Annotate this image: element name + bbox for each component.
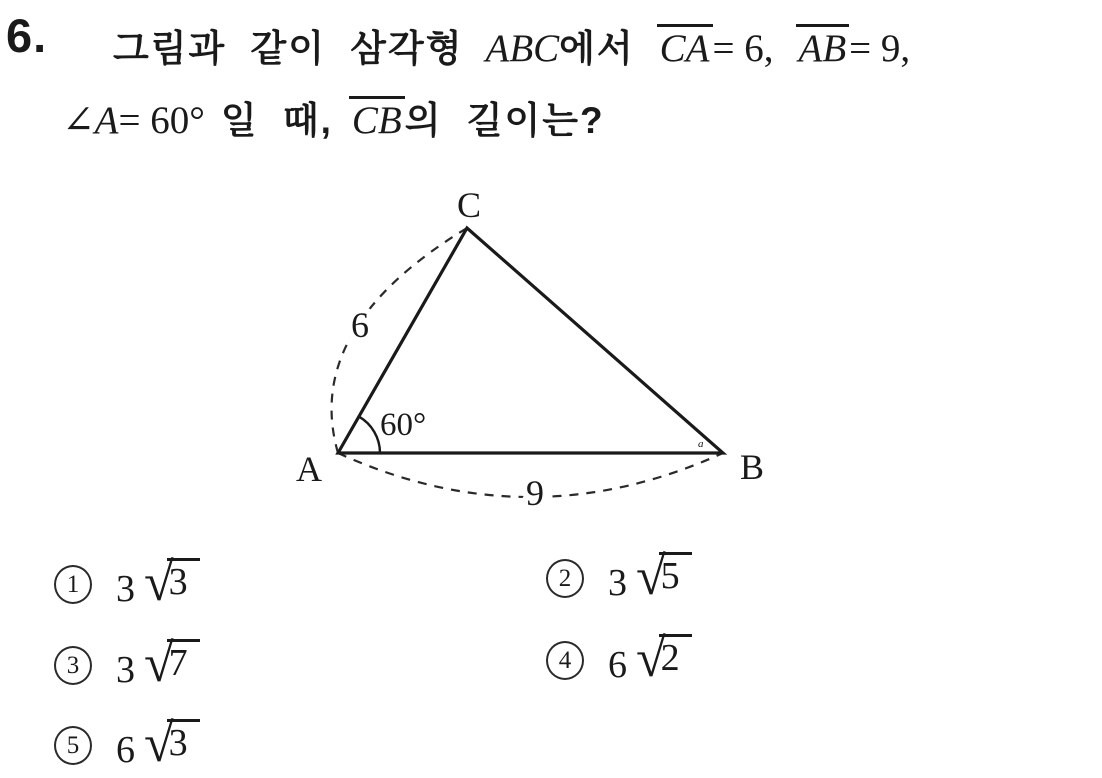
triangle-name-abc: ABC <box>485 27 560 70</box>
choice-3 <box>54 633 200 697</box>
choice-2-expression <box>608 545 692 606</box>
square-root <box>144 551 200 612</box>
radicand: 5 <box>659 552 692 598</box>
square-root <box>636 627 692 688</box>
vertex-label-c: C <box>456 185 482 225</box>
coefficient: 3 <box>116 567 135 610</box>
question-number: 6. <box>6 9 48 62</box>
question-korean-text: 에서 <box>559 28 635 69</box>
radicand: 7 <box>167 639 200 685</box>
choice-3-number-badge: 3 <box>54 646 92 685</box>
choice-5 <box>54 713 200 777</box>
question-korean-text: 그림과 같이 삼각형 <box>113 28 464 69</box>
radical-sign: √ <box>144 632 174 693</box>
segment-ca-overline: CA <box>657 24 713 70</box>
choice-2 <box>546 546 692 610</box>
choice-5-number-badge: 5 <box>54 726 92 765</box>
tiny-mark-near-b: a <box>698 438 704 450</box>
choice-3-expression <box>116 632 200 693</box>
equals-nine: = 9, <box>849 27 911 70</box>
choice-1 <box>54 552 200 616</box>
question-korean-text: 의 길이는? <box>404 100 605 141</box>
side-length-label-ca: 6 <box>351 305 369 345</box>
equals-sixty-degrees: = 60° <box>118 99 205 142</box>
vertex-label-b: B <box>739 447 765 487</box>
segment-ab-overline: AB <box>796 24 850 70</box>
question-line-2 <box>62 90 605 144</box>
angle-arc-at-a <box>359 417 380 453</box>
radicand: 2 <box>659 634 692 680</box>
radicand: 3 <box>167 558 200 604</box>
choice-1-number-badge: 1 <box>54 565 92 604</box>
segment-cb-overline: CB <box>349 96 405 142</box>
radical-sign: √ <box>144 712 174 773</box>
choice-4-expression <box>608 627 692 688</box>
choice-4 <box>546 628 692 692</box>
vertex-label-a: A <box>296 449 322 489</box>
question-line-1 <box>113 18 910 72</box>
choice-4-number-badge: 4 <box>546 641 584 680</box>
triangle-diagram <box>250 165 810 525</box>
angle-a-symbol: ∠A <box>62 99 119 142</box>
side-length-label-ab: 9 <box>526 473 544 513</box>
question-korean-text: 일 때, <box>220 100 333 141</box>
coefficient: 3 <box>608 561 627 604</box>
choice-5-expression <box>116 712 200 773</box>
coefficient: 3 <box>116 648 135 691</box>
square-root <box>144 632 200 693</box>
choice-2-number-badge: 2 <box>546 559 584 598</box>
radical-sign: √ <box>636 545 666 606</box>
coefficient: 6 <box>116 728 135 771</box>
radical-sign: √ <box>144 551 174 612</box>
square-root <box>636 545 692 606</box>
square-root <box>144 712 200 773</box>
coefficient: 6 <box>608 643 627 686</box>
radicand: 3 <box>167 719 200 765</box>
choice-1-expression <box>116 551 200 612</box>
angle-value-label: 60° <box>380 407 427 443</box>
radical-sign: √ <box>636 627 666 688</box>
equals-six: = 6, <box>712 27 774 70</box>
